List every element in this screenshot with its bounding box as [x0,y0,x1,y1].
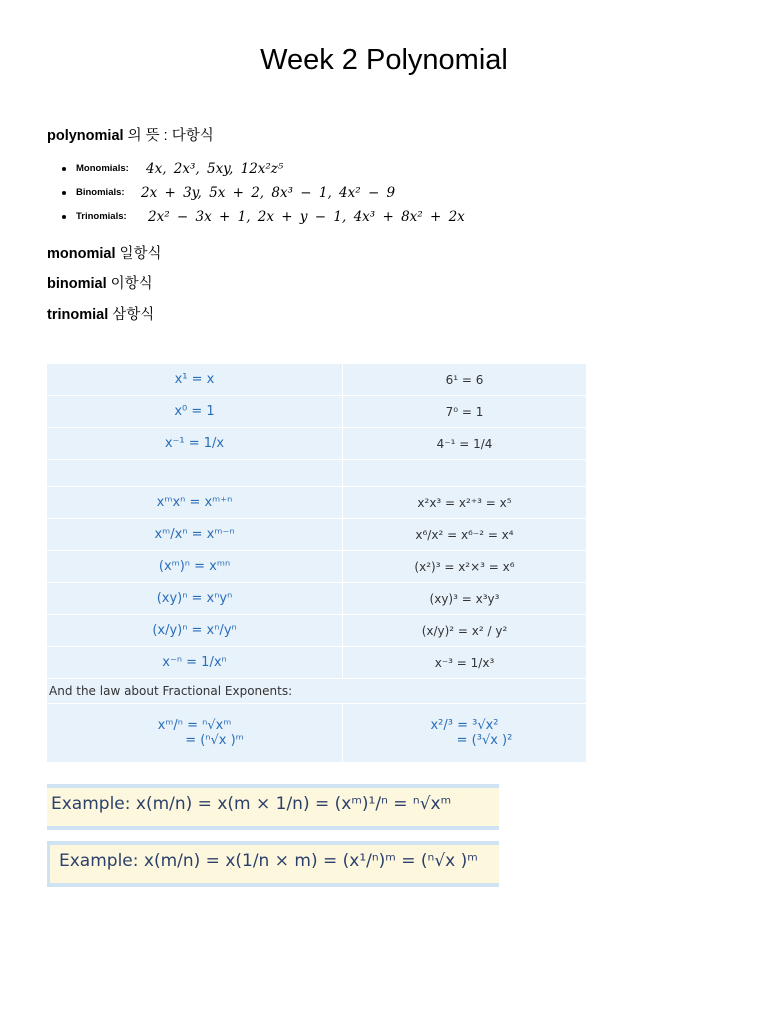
example-cell: (xy)³ = x³y³ [343,583,587,615]
example-cell: x⁶/x² = x⁶⁻² = x⁴ [343,519,587,551]
definition-line [47,124,214,145]
rule-cell: x¹ = x [47,364,343,396]
type-label: Monomials: [76,163,129,174]
rule-cell: x⁻¹ = 1/x [47,428,343,460]
table-row [47,396,587,428]
fractional-rule-line1: xᵐ/ⁿ = ⁿ√xᵐ [157,718,232,733]
bullet-icon [62,167,66,171]
example-cell: x⁻³ = 1/x³ [343,647,587,679]
table-row [47,460,587,487]
type-expression: 2x + 3y, 5x + 2, 8x³ − 1, 4x² − 9 [141,185,396,201]
term-ko: 일항식 [115,246,162,262]
example-cell: 6¹ = 6 [343,364,587,396]
example-cell [343,460,587,487]
table-row [47,551,587,583]
example-cell: (x²)³ = x²×³ = x⁶ [343,551,587,583]
term-en: trinomial [47,307,109,323]
table-row [47,704,587,763]
example-box-1 [47,784,499,830]
table-row [47,679,587,704]
table-row [47,647,587,679]
type-expression: 4x, 2x³, 5xy, 12x²z⁵ [146,161,284,177]
table-row [47,364,587,396]
term-ko: 이항식 [106,276,153,292]
exponent-laws-table [46,363,587,763]
rule-cell: x⁰ = 1 [47,396,343,428]
term-binomial [47,272,153,293]
fractional-example-line1: x²/³ = ³√x² [430,718,499,733]
term-monomial [47,242,162,263]
table-row [47,428,587,460]
table-row [47,487,587,519]
fractional-rule-line2: = (ⁿ√x )ᵐ [185,733,244,748]
type-label: Binomials: [76,187,125,198]
table-row [47,519,587,551]
example-cell: 4⁻¹ = 1/4 [343,428,587,460]
example-text: Example: x(m/n) = x(1/n × m) = (x¹/ⁿ)ᵐ = (ⁿ√x )ᵐ [59,851,478,871]
rule-cell: xᵐxⁿ = xᵐ⁺ⁿ [47,487,343,519]
type-label: Trinomials: [76,211,127,222]
example-cell: 7⁰ = 1 [343,396,587,428]
page-title: Week 2 Polynomial [260,44,508,76]
bullet-icon [62,191,66,195]
term-en: monomial [47,246,116,262]
definition-meaning: 의 뜻 : 다항식 [123,128,214,144]
fractional-note: And the law about Fractional Exponents: [47,679,587,704]
example-box-2 [47,841,499,887]
rule-cell [47,460,343,487]
definition-term: polynomial [47,128,124,144]
bullet-icon [62,215,66,219]
fractional-rule-cell [47,704,343,763]
type-expression: 2x² − 3x + 1, 2x + y − 1, 4x³ + 8x² + 2x [148,209,465,225]
term-trinomial [47,303,154,324]
rule-cell: xᵐ/xⁿ = xᵐ⁻ⁿ [47,519,343,551]
example-text: Example: x(m/n) = x(m × 1/n) = (xᵐ)¹/ⁿ = ⁿ√xᵐ [51,794,452,814]
fractional-example-cell [343,704,587,763]
rule-cell: x⁻ⁿ = 1/xⁿ [47,647,343,679]
term-en: binomial [47,276,107,292]
rule-cell: (xy)ⁿ = xⁿyⁿ [47,583,343,615]
term-ko: 삼항식 [108,307,155,323]
rule-cell: (xᵐ)ⁿ = xᵐⁿ [47,551,343,583]
example-cell: (x/y)² = x² / y² [343,615,587,647]
table-row [47,615,587,647]
fractional-example-line2: = (³√x )² [456,733,513,748]
example-cell: x²x³ = x²⁺³ = x⁵ [343,487,587,519]
table-row [47,583,587,615]
rule-cell: (x/y)ⁿ = xⁿ/yⁿ [47,615,343,647]
